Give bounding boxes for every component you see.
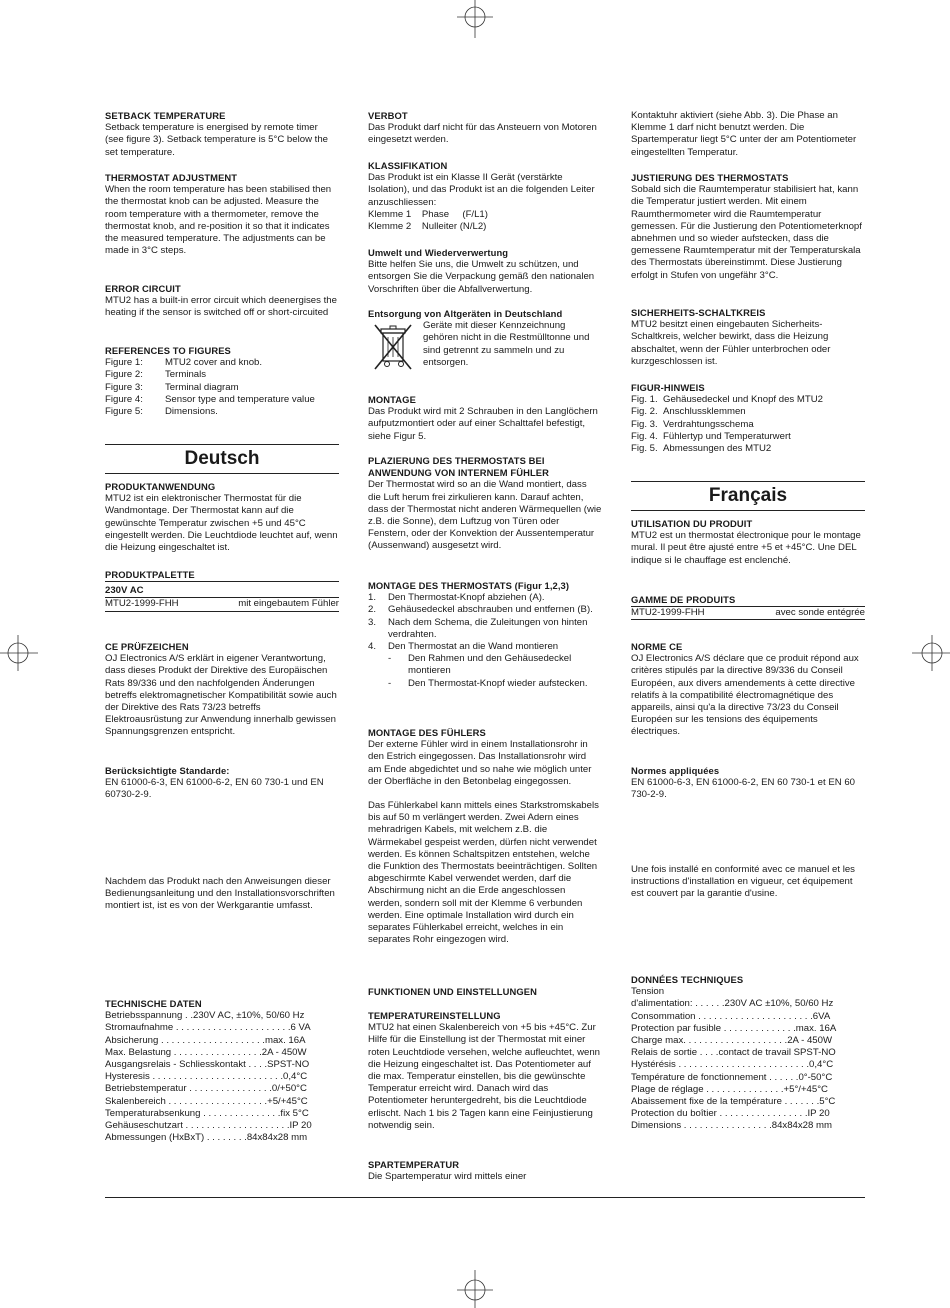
table-row: Tension (631, 986, 665, 998)
table-row: Charge max. . . . . . . . . . . . . . . . . . . .2A - 450W (631, 1034, 832, 1046)
crop-mark-left (0, 630, 40, 676)
table-row: Betriebsspannung . .230V AC, ±10%, 50/60 Hz (105, 1010, 305, 1022)
model-description: avec sonde entégrée (775, 607, 865, 619)
section-text: Setback temperature is energised by remote timer (see figure 3). Setback temperature is 5°C below the set temperature. (105, 122, 329, 158)
section-montage (368, 394, 602, 443)
table-row (105, 598, 339, 611)
section-title: MONTAGE DES FÜHLERS (368, 727, 486, 738)
range-header: 230V AC (105, 585, 339, 598)
section-produktanwendung (105, 481, 339, 554)
list-item: Fig. 3. Verdrahtungsschema (631, 418, 754, 430)
section-text: EN 61000-6-3, EN 61000-6-2, EN 60 730-1 und EN 60730-2-9. (105, 777, 324, 801)
table-row: Hysteresis . . . . . . . . . . . . . . . . . . . . . . . . .0,4°C (105, 1071, 308, 1083)
table-row: Stromaufnahme . . . . . . . . . . . . . . . . . . . . . .6 VA (105, 1022, 311, 1034)
section-text: EN 61000-6-3, EN 61000-6-2, EN 60 730-1 et EN 60 730-2-9. (631, 777, 855, 801)
section-gamme (631, 594, 865, 620)
list-item: Fig. 5. Abmessungen des MTU2 (631, 443, 772, 455)
table-row: Ausgangsrelais - Schliesskontakt . . . .SPST-NO (105, 1058, 310, 1070)
section-figur-hinweis (631, 382, 865, 455)
section-text: Kontaktuhr aktiviert (siehe Abb. 3). Die Phase an Klemme 1 darf nicht benutzt werden. Die Spartemperatur liegt 5°C unter der am Potentiometer eingestellten Temperatur. (631, 110, 857, 158)
section-standarde (105, 765, 339, 802)
section-title: VERBOT (368, 110, 408, 121)
section-installation (631, 864, 865, 901)
table-row: Protection par fusible . . . . . . . . . . . . . .max. 16A (631, 1022, 837, 1034)
list-item: 4. Den Thermostat an die Wand montieren (368, 641, 559, 653)
table-row: Abaissement fixe de la température . . . . . . .5°C (631, 1095, 836, 1107)
section-title: KLASSIFIKATION (368, 160, 448, 171)
section-text: MTU2 est un thermostat électronique pour le montage mural. Il peut être ajusté entre +5 et +45°C. Une DEL indique si le chauffage est enclenché. (631, 530, 861, 566)
section-title: SICHERHEITS-SCHALTKREIS (631, 307, 766, 318)
section-title: PLAZIERUNG DES THERMOSTATS BEI ANWENDUNG VON INTERNEM FÜHLER (368, 455, 550, 479)
list-item: Fig. 4. Fühlertyp und Temperaturwert (631, 430, 791, 442)
table-row: Température de fonctionnement . . . . . .0°-50°C (631, 1071, 833, 1083)
section-text: OJ Electronics A/S déclare que ce produit répond aux critères stipulés par la directive 89/336 du Conseil Européen, aux divers amendements à cette directive relatifs à la compatibilité électromagnétique des appareils, ainsi qu'a la directive 73/23 du Conseil Européen sur les tensions des équipements électriques. (631, 653, 859, 738)
section-references (105, 345, 339, 418)
terminal-row: Klemme 2 Nulleiter (N/L2) (368, 221, 487, 233)
section-text: Nachdem das Produkt nach den Anweisungen dieser Bedienungsanleitung und den Installationsvorschriften montiert ist, ist es von der Werkgarantie umfasst. (105, 876, 335, 912)
section-title: GAMME DE PRODUITS (631, 594, 736, 605)
crop-mark-right (910, 630, 950, 676)
language-heading-francais: Français (631, 481, 865, 511)
section-text: MTU2 hat einen Skalenbereich von +5 bis +45°C. Zur Hilfe für die Einstellung ist der Thermostat mit einer roten Leuchtdiode versehen, welche aufleuchtet, wenn die Heizung eingeschaltet ist. Das Potentiometer auf die max. Temperatur einstellen, bis die gewünschte Temperatur erreicht wird. Danach wird das Potentiometer heruntergedreht, bis die Leuchtdiode erlischt. Nach 1 bis 2 Tagen kann eine Feinjustierung notwendig sein. (368, 1022, 601, 1131)
section-utilisation (631, 518, 865, 567)
section-text: MTU2 has a built-in error circuit which deenergises the heating if the sensor is switched off or short-circuited (105, 295, 337, 319)
section-donnees (631, 974, 865, 1132)
section-text: MTU2 ist ein elektronischer Thermostat für die Wandmontage. Der Thermostat kann auf die gewünschte Temperatur zwischen +5 und 45°C eingestellt werden. Die Leuchtdiode leuchtet auf, wenn die Heizung eingeschaltet ist. (105, 493, 338, 554)
section-norme-ce (631, 641, 865, 739)
table-row: d'alimentation: . . . . . .230V AC ±10%, 50/60 Hz (631, 998, 834, 1010)
table-row: Protection du boîtier . . . . . . . . . . . . . . . . .IP 20 (631, 1108, 830, 1120)
section-title: TECHNISCHE DATEN (105, 998, 202, 1009)
list-item: - Den Thermostat-Knopf wieder aufstecken. (388, 677, 588, 689)
section-plazierung (368, 455, 602, 553)
section-title: TEMPERATUREINSTELLUNG (368, 1010, 501, 1021)
section-title: PRODUKTANWENDUNG (105, 481, 216, 492)
list-item: Figure 2: Terminals (105, 369, 207, 381)
section-title: THERMOSTAT ADJUSTMENT (105, 172, 238, 183)
list-item: Fig. 1. Gehäusedeckel und Knopf des MTU2 (631, 394, 823, 406)
section-title: FUNKTIONEN UND EINSTELLUNGEN (368, 986, 537, 997)
section-title: FIGUR-HINWEIS (631, 382, 705, 393)
section-title: SPARTEMPERATUR (368, 1159, 460, 1170)
section-produktpalette (105, 569, 339, 612)
crop-mark-bottom (452, 1268, 498, 1308)
list-item: Figure 4: Sensor type and temperature value (105, 393, 315, 405)
table-row: Relais de sortie . . . .contact de travail SPST-NO (631, 1047, 836, 1059)
section-title: DONNÉES TECHNIQUES (631, 974, 744, 985)
table-row (631, 606, 865, 620)
section-setback (105, 110, 339, 159)
section-umwelt (368, 247, 602, 296)
section-text: Das Fühlerkabel kann mittels eines Starkstromskabels bis auf 50 m verlängert werden. Zwei Adern eines mehradrigen Kabels, mit welchem z.B. die Wärmekabel gespeist werden, dürfen nicht verwendet werden. Es können Schaltspitzen entstehen, welche die Funktion des Thermostats beeinträchtigen. Sollten abgeschirmte Kabel verwendet werden, darf die Abschirmung nicht an die Erde angeschlossen werden, sondern soll mit der Klemme 6 verbunden werden. Eine optimale Installation wird durch ein separates Fühlerkabel erreicht, welches in ein separates Rohr eingezogen wird. (368, 800, 599, 946)
section-title: REFERENCES TO FIGURES (105, 345, 231, 356)
table-row: Abmessungen (HxBxT) . . . . . . . .84x84x28 mm (105, 1132, 308, 1144)
section-title: Berücksichtigte Standarde: (105, 765, 230, 776)
language-heading-deutsch: Deutsch (105, 444, 339, 474)
section-text: Das Produkt darf nicht für das Ansteuern von Motoren eingesetzt werden. (368, 122, 597, 146)
section-spartemperatur-cont (631, 110, 865, 159)
list-item: 2. Gehäusedeckel abschrauben und entfernen (B). (368, 604, 593, 616)
section-text: When the room temperature has been stabilised then the thermostat knob can be adjusted. Measure the room temperature with a thermometer, remove the thermostat knob, and re-position it so that it indicates the measured temperature. The adjustments can be made in 3°C steps. (105, 184, 332, 257)
section-text: Geräte mit dieser Kennzeichnung gehören nicht in die Restmülltonne und sind getrennt zu sammeln und zu entsorgen. (423, 320, 590, 368)
table-row: Dimensions . . . . . . . . . . . . . . . . .84x84x28 mm (631, 1120, 833, 1132)
section-title: MONTAGE (368, 394, 416, 405)
section-entsorgung (368, 308, 602, 369)
section-error-circuit (105, 283, 339, 320)
section-text: Sobald sich die Raumtemperatur stabilisiert hat, kann die Temperatur justiert werden. Mit einem Raumthermometer wird die Raumtemperatur gemessen. Für die Justierung den Potentiometerknopf abnehmen und so wieder aufstecken, dass die gemessene Raumtemperatur mit der Temperaturskala des Thermostats übereinstimmt. Diese Justierung erfolgt in Stufen von ungefähr 3°C. (631, 184, 862, 281)
list-item: Figure 3: Terminal diagram (105, 381, 239, 393)
section-text: Das Produkt wird mit 2 Schrauben in den Langlöchern aufputzmontiert oder auf einer Schalttafel befestigt, siehe Figur 5. (368, 406, 598, 442)
section-text: Der externe Fühler wird in einem Installationsrohr in den Estrich eingegossen. Das Installationsrohr wird am Ende abgedichtet und so nahe wie möglich unter der Oberfläche in den Betonbelag eingegossen. (368, 739, 592, 787)
section-text: Der Thermostat wird so an die Wand montiert, dass die Luft herum frei zirkulieren kann. Darauf achten, dass der Thermostat nicht anderen Wärmequellen (wie z.B. die Sonne), dem Luftzug von Türen oder Fenstern, oder der Konvektion der Aussentemperatur (Aussenwand) ausgesetzt wird. (368, 479, 602, 552)
model-description: mit eingebautem Fühler (238, 598, 339, 610)
list-item: 1. Den Thermostat-Knopf abziehen (A). (368, 592, 545, 604)
section-title: ERROR CIRCUIT (105, 283, 181, 294)
section-title: UTILISATION DU PRODUIT (631, 518, 753, 529)
section-justierung (631, 172, 865, 282)
table-row: Absicherung . . . . . . . . . . . . . . . . . . . .max. 16A (105, 1034, 306, 1046)
section-spartemperatur (368, 1159, 602, 1183)
section-title: Normes appliquées (631, 765, 720, 776)
section-warranty (105, 876, 339, 913)
table-row: Gehäuseschutzart . . . . . . . . . . . . . . . . . . . .IP 20 (105, 1119, 312, 1131)
section-verbot (368, 110, 602, 147)
terminal-row: Klemme 1 Phase (F/L1) (368, 208, 488, 220)
list-item: 3. Nach dem Schema, die Zuleitungen von hinten verdrahten. (368, 616, 588, 640)
table-row: Hystérésis . . . . . . . . . . . . . . . . . . . . . . . . .0,4°C (631, 1059, 834, 1071)
section-montage-fuehler (368, 727, 602, 946)
section-title: Umwelt und Wiederverwertung (368, 247, 509, 258)
section-ce (105, 641, 339, 739)
table-row: Betriebstemperatur . . . . . . . . . . . . . . . .0/+50°C (105, 1083, 307, 1095)
section-text: Bitte helfen Sie uns, die Umwelt zu schützen, und entsorgen Sie die Verpackung gemäß den nationalen Vorschriften über die Abfallverwertung. (368, 259, 595, 295)
section-klassifikation (368, 160, 602, 233)
section-title: SETBACK TEMPERATURE (105, 110, 226, 121)
table-row: Consommation . . . . . . . . . . . . . . . . . . . . . .6VA (631, 1010, 831, 1022)
footer-rule (105, 1197, 865, 1198)
crop-mark-top (452, 0, 498, 46)
section-temperatureinstellung (368, 1010, 602, 1132)
list-item: - Den Rahmen und den Gehäusedeckel montieren (388, 653, 572, 677)
section-text: Die Spartemperatur wird mittels einer (368, 1171, 527, 1183)
list-item: Fig. 2. Anschlussklemmen (631, 406, 746, 418)
section-text: Une fois installé en conformité avec ce manuel et les instructions d'installation en vigueur, cet équipement est couvert par la garantie d'usine. (631, 864, 855, 900)
section-technische-daten (105, 998, 339, 1144)
section-text: MTU2 besitzt einen eingebauten Sicherheits-Schaltkreis, welcher bewirkt, dass die Heizung abschaltet, wenn der Fühler unterbrochen oder kurzgeschlossen ist. (631, 319, 831, 367)
crossed-bin-icon (371, 323, 415, 371)
section-montage-thermostat (368, 580, 602, 690)
section-text: OJ Electronics A/S erklärt in eigener Verantwortung, dass dieses Produkt der Direktive des Europäischen Rats 89/336 und den nachfolgenden Änderungen betreffs elektromagnetischer Kompatibilität sowie auch der Direktive des Rats 73/23 betreffs Elektroausrüstung zur Anwendung innerhalb gewissen Spannungsgrenzen entspricht. (105, 653, 337, 738)
section-title: JUSTIERUNG DES THERMOSTATS (631, 172, 789, 183)
section-thermostat-adjustment (105, 172, 339, 257)
section-sicherheit (631, 307, 865, 368)
section-funktionen (368, 986, 602, 998)
model-number: MTU2-1999-FHH (105, 598, 179, 610)
section-title: CE PRÜFZEICHEN (105, 641, 189, 652)
section-title: Entsorgung von Altgeräten in Deutschland (368, 308, 563, 319)
section-text: Das Produkt ist ein Klasse II Gerät (verstärkte Isolation), und das Produkt ist an die folgenden Leiter anzuschliessen: (368, 172, 595, 208)
section-normes (631, 765, 865, 802)
table-row: Temperaturabsenkung . . . . . . . . . . . . . . .fix 5°C (105, 1107, 309, 1119)
section-title: MONTAGE DES THERMOSTATS (Figur 1,2,3) (368, 580, 570, 591)
table-row: Plage de réglage . . . . . . . . . . . . . . .+5°/+45°C (631, 1083, 828, 1095)
section-title: PRODUKTPALETTE (105, 569, 339, 582)
section-title: NORME CE (631, 641, 683, 652)
model-number: MTU2-1999-FHH (631, 607, 705, 619)
table-row: Max. Belastung . . . . . . . . . . . . . . . . .2A - 450W (105, 1046, 307, 1058)
list-item: Figure 1: MTU2 cover and knob. (105, 357, 263, 369)
table-row: Skalenbereich . . . . . . . . . . . . . . . . . . .+5/+45°C (105, 1095, 308, 1107)
list-item: Figure 5: Dimensions. (105, 406, 218, 418)
